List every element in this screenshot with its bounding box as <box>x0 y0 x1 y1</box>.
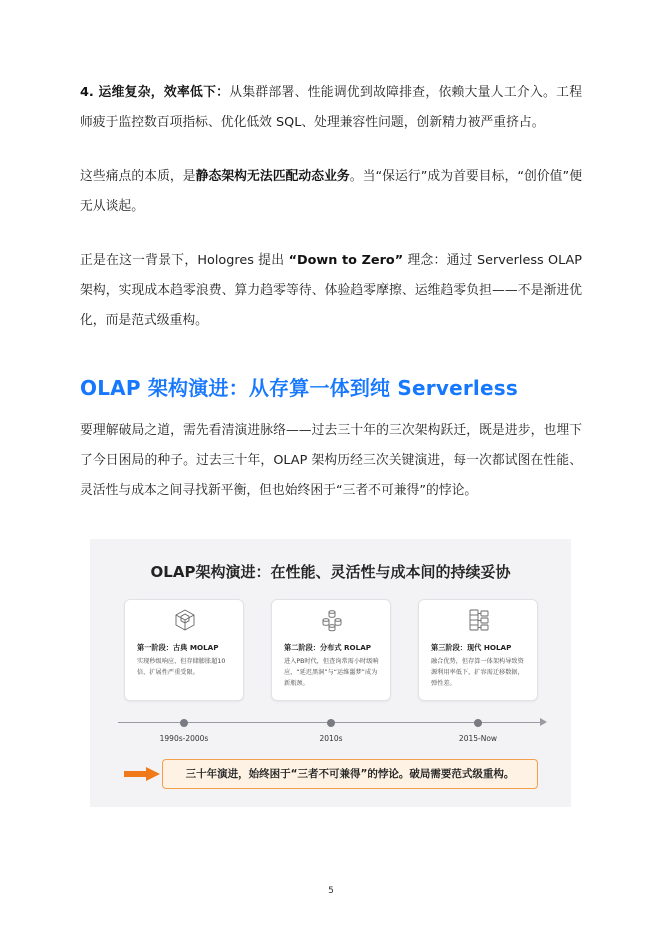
paragraph-body: 从集群部署、性能调优到故障排查，依赖大量人工介入。工程师疲于监控数百项指标、优化低效 SQL、处理兼容性问题，创新精力被严重挤占。 <box>80 85 582 130</box>
arrow-right-icon <box>124 767 160 781</box>
stage-card-holap <box>418 599 538 701</box>
page-number: 5 <box>328 886 334 896</box>
paragraph-down-to-zero <box>80 246 582 336</box>
section-title: OLAP 架构演进：从存算一体到纯 Serverless <box>80 376 518 400</box>
conclusion-banner: 三十年演进，始终困于“三者不可兼得”的悖论。破局需要范式级重构。 <box>162 759 538 789</box>
evolution-figure <box>90 539 571 807</box>
timeline-dot <box>327 719 335 727</box>
timeline-label: 1990s-2000s <box>159 734 209 743</box>
figure-title: OLAP架构演进：在性能、灵活性与成本间的持续妥协 <box>150 563 511 581</box>
stage-description: 融合优势，但存算一体架构导致资源利用率低下，扩容需迁移数据，弹性差。 <box>431 658 524 687</box>
paragraph-lead: 4. 运维复杂，效率低下： <box>80 85 230 100</box>
paragraph-ops-complexity <box>80 78 582 138</box>
stage-title: 第二阶段：分布式 ROLAP <box>284 643 372 652</box>
paragraph-emphasis: 静态架构无法匹配动态业务 <box>195 169 350 184</box>
paragraph-essence <box>80 162 582 222</box>
stage-card-molap <box>124 599 244 701</box>
timeline-dot <box>474 719 482 727</box>
stage-title: 第一阶段：古典 MOLAP <box>137 643 219 652</box>
stage-description: 进入PB时代，但查询常需小时级响应，“延迟黑洞”与“运维噩梦”成为新瓶颈。 <box>284 658 379 687</box>
paragraph-evolution-intro <box>80 416 582 506</box>
timeline-label: 2015-Now <box>458 734 498 743</box>
paragraph-text: 正是在这一背景下，Hologres 提出 <box>80 253 289 268</box>
server-rack-icon <box>467 608 491 632</box>
paragraph-text: 要理解破局之道，需先看清演进脉络——过去三十年的三次架构跃迁，既是进步，也埋下了今日困局的种子。过去三十年，OLAP 架构历经三次关键演进，每一次都试图在性能、灵活性与成本之间寻找新平衡，但也始终困于“三者不可兼得”的悖论。 <box>80 423 582 498</box>
paragraph-text: 这些痛点的本质，是 <box>80 169 196 184</box>
paragraph-text: 理念：通过 Serverless OLAP 架构，实现成本趋零浪费、算力趋零等待、体验趋零摩擦、运维趋零负担——不是渐进优化，而是范式级重构。 <box>80 253 582 328</box>
timeline-arrowhead <box>540 718 547 726</box>
stage-description: 实现秒级响应，但存储膨胀超10倍，扩展性严重受限。 <box>137 658 226 676</box>
paragraph-emphasis: “Down to Zero” <box>288 253 404 268</box>
database-cluster-icon <box>320 608 344 632</box>
paragraph-text: 。当“保运行”成为首要目标，“创价值”便无从谈起。 <box>80 169 583 214</box>
stage-title: 第三阶段：现代 HOLAP <box>431 643 512 652</box>
stage-card-rolap <box>271 599 391 701</box>
timeline-label: 2010s <box>319 734 343 743</box>
timeline-dot <box>180 719 188 727</box>
cube-icon <box>173 608 197 632</box>
